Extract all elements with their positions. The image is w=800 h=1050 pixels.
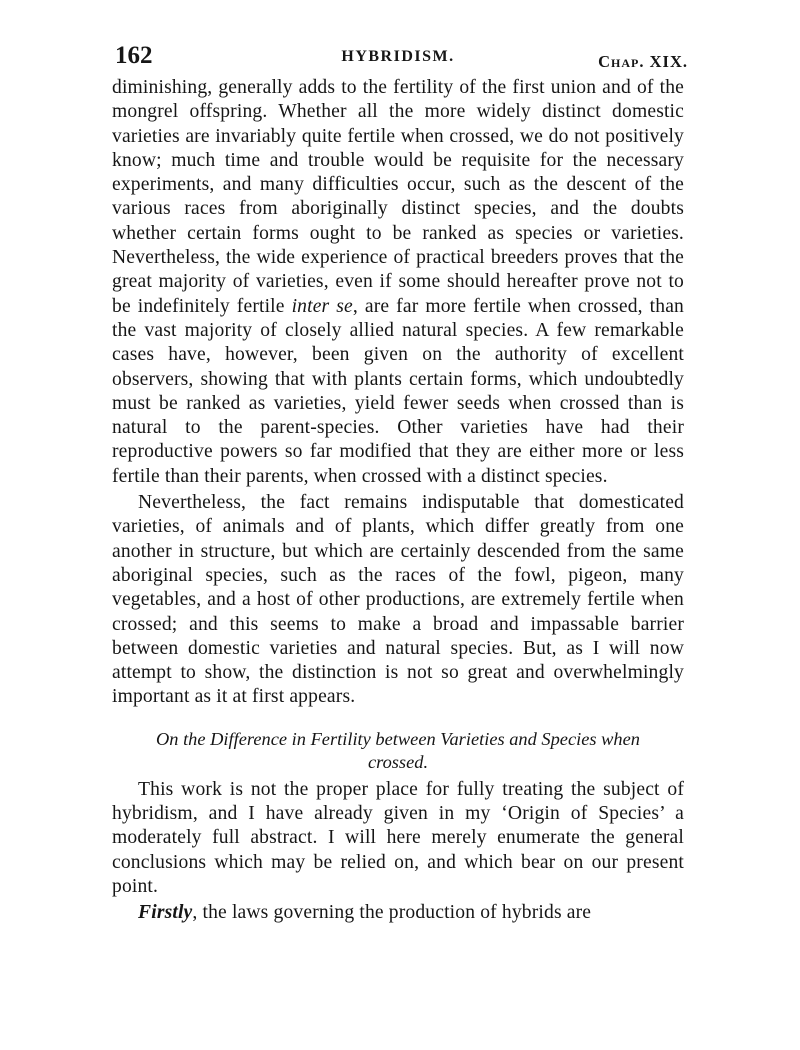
body-text: [112, 76, 684, 926]
page-number: 162: [115, 42, 153, 69]
paragraph-4-text: , the laws governing the production of hybrids are: [192, 902, 592, 924]
chapter-label: Chap. XIX.: [598, 52, 688, 71]
paragraph-3: This work is not the proper place for fully treating the subject of hybridism, and I have already given in my ‘Origin of Species’ a moderately full abstract. I will here merely enumerate the general conclusions which may be relied on, and which bear on our present point.: [112, 778, 684, 897]
book-page: [112, 40, 688, 926]
section-heading-line-1: On the Difference in Fertility between Varieties and Species when: [156, 728, 640, 749]
running-header: [112, 40, 688, 76]
latin-term: inter se: [291, 295, 353, 317]
section-heading: [112, 728, 684, 774]
paragraph-2: Nevertheless, the fact remains indisputable that domesticated varieties, of animals and of plants, which differ greatly from one another in structure, but which are certainly descended from the same aboriginal species, such as the races of the fowl, pigeon, many vegetables, and a host of other productions, are extremely fertile when crossed; and this seems to make a broad and impassable barrier between domestic varieties and natural species. But, as I will now attempt to show, the distinction is not so great and overwhelmingly important as it at first appears.: [112, 492, 684, 708]
running-title: HYBRIDISM.: [341, 48, 455, 65]
paragraph-1: [112, 76, 684, 489]
paragraph-4: [112, 901, 684, 925]
paragraph-1-part-b: , are far more fertile when crossed, than the vast majority of closely allied natural species. A few remarkable cases have, however, been given on the authority of excellent observers, showing that with plants certain forms, which undoubtedly must be ranked as varieties, yield fewer seeds when crossed than is natural to the parent-species. Other varieties have had their reproductive powers so far modified that they are either more or less fertile than their parents, when crossed with a distinct species.: [112, 295, 684, 487]
section-heading-line-2: crossed.: [367, 751, 429, 772]
paragraph-1-part-a: diminishing, generally adds to the fertility of the first union and of the mongrel offspring. Whether all the more widely distinct domestic varieties are invariably quite fertile when crossed, we do not positively know; much time and trouble would be requisite for the necessary experiments, and many difficulties occur, such as the descent of the various races from aboriginally distinct species, and the doubts whether certain forms ought to be ranked as species or varieties. Nevertheless, the wide experience of practical breeders proves that the great majority of varieties, even if some should hereafter prove not to be indefinitely fertile: [112, 77, 684, 317]
paragraph-4-lead: Firstly: [138, 902, 193, 924]
